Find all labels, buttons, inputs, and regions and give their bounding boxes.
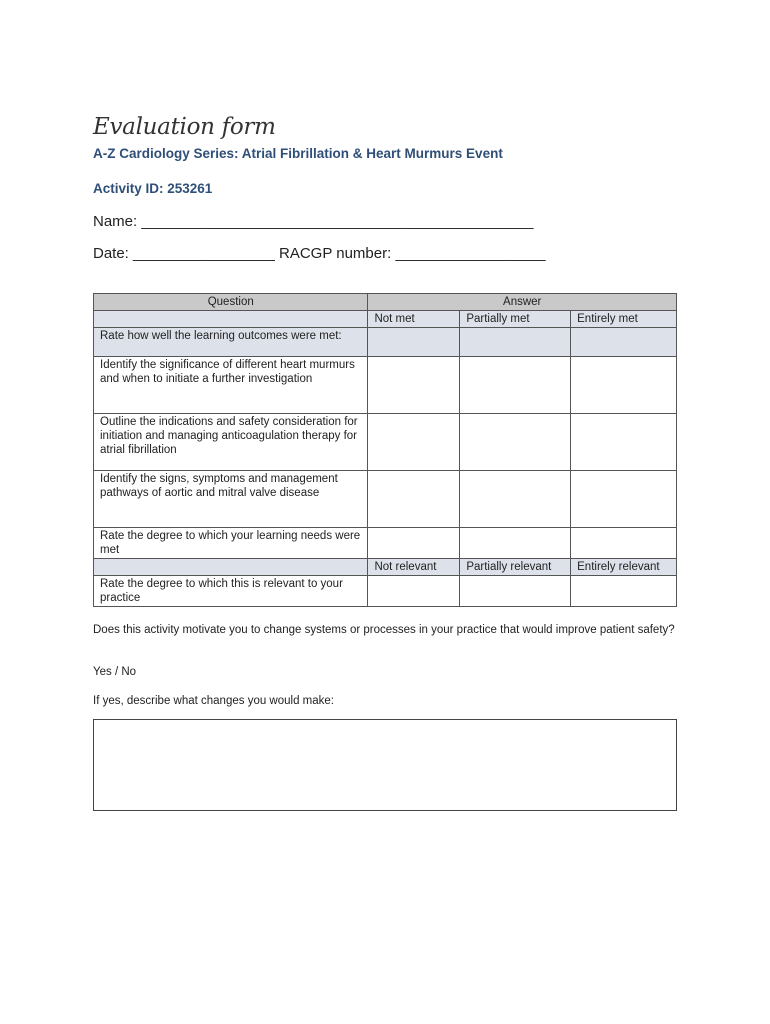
row-question: Identify the significance of different heart murmurs and when to initiate a further investigation [94,357,368,414]
row-question: Rate the degree to which this is relevant to your practice [94,576,368,607]
answer-cell[interactable] [571,357,677,414]
answer-cell[interactable] [368,528,460,559]
row-question: Identify the signs, symptoms and management pathways of aortic and mitral valve disease [94,471,368,528]
col-partially-met: Partially met [460,311,571,328]
name-field[interactable]: Name: _______________________________________________ [93,213,534,230]
motivate-question: Does this activity motivate you to change systems or processes in your practice that would improve patient safety? [93,624,675,636]
col-entirely-relevant: Entirely relevant [571,559,677,576]
yes-no-option[interactable]: Yes / No [93,666,137,678]
subheader-empty [94,559,368,576]
answer-cell[interactable] [368,414,460,471]
table-row [94,414,677,471]
row-question: Rate the degree to which your learning needs were met [94,528,368,559]
answer-cell[interactable] [571,576,677,607]
activity-id: Activity ID: 253261 [93,181,213,196]
table-row [94,328,677,357]
row-question: Rate how well the learning outcomes were met: [94,328,368,357]
col-not-relevant: Not relevant [368,559,460,576]
answer-cell[interactable] [460,528,571,559]
table-row [94,576,677,607]
answer-cell[interactable] [571,414,677,471]
date-racgp-field[interactable]: Date: _________________ RACGP number: __________________ [93,245,546,262]
event-subtitle: A-Z Cardiology Series: Atrial Fibrillation & Heart Murmurs Event [93,146,503,161]
table-row [94,357,677,414]
header-answer: Answer [368,294,677,311]
relevance-subheader-row [94,559,677,576]
answer-cell[interactable] [368,471,460,528]
answer-cell[interactable] [368,576,460,607]
page-title: Evaluation form [93,114,276,140]
answer-cell [368,328,460,357]
header-question: Question [94,294,368,311]
table-header-row [94,294,677,311]
changes-answer-box[interactable] [93,719,677,811]
evaluation-table [93,293,677,607]
describe-prompt: If yes, describe what changes you would make: [93,695,334,707]
answer-cell[interactable] [460,471,571,528]
col-entirely-met: Entirely met [571,311,677,328]
answer-cell[interactable] [571,471,677,528]
answer-cell[interactable] [571,528,677,559]
answer-cell[interactable] [368,357,460,414]
answer-cell[interactable] [460,414,571,471]
answer-cell [571,328,677,357]
answer-cell [460,328,571,357]
col-not-met: Not met [368,311,460,328]
table-row [94,528,677,559]
answer-cell[interactable] [460,357,571,414]
answer-cell[interactable] [460,576,571,607]
col-partially-relevant: Partially relevant [460,559,571,576]
table-row [94,471,677,528]
subheader-empty [94,311,368,328]
answer-subheader-row [94,311,677,328]
row-question: Outline the indications and safety consideration for initiation and managing anticoagulation therapy for atrial fibrillation [94,414,368,471]
